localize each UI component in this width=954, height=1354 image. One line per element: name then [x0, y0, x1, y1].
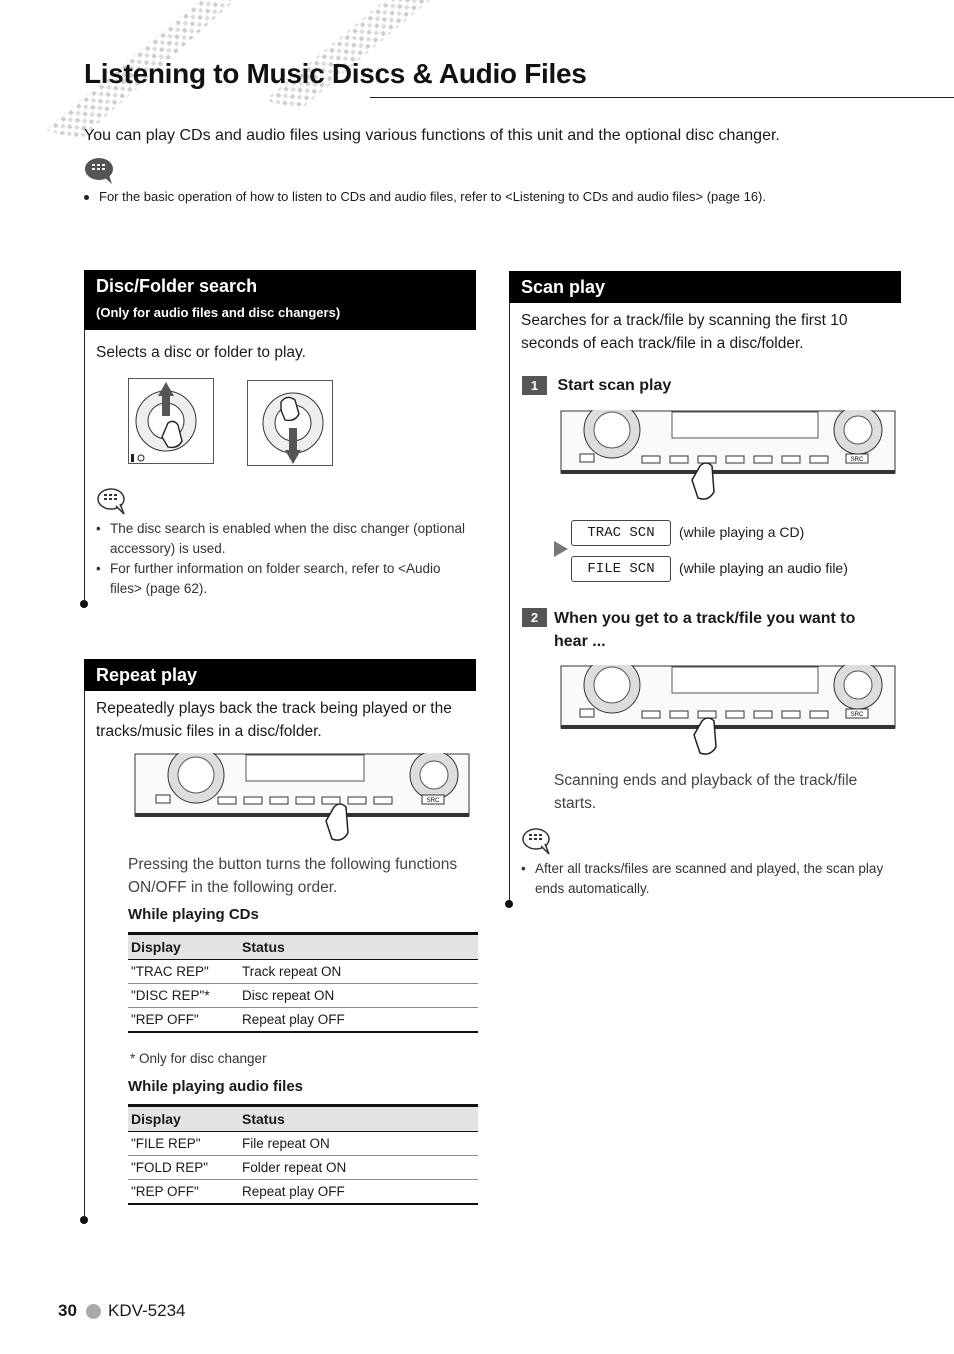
column-header: Display: [128, 934, 239, 960]
repeat-play-heading: Repeat play: [96, 665, 198, 685]
status-cell: Repeat play OFF: [239, 1180, 478, 1205]
table-row: [128, 1156, 478, 1180]
lcd-display-trac-scn: TRAC SCN: [571, 520, 671, 546]
section-end-dot: [80, 600, 88, 608]
display-cell: "REP OFF": [128, 1008, 239, 1033]
status-cell: Folder repeat ON: [239, 1156, 478, 1180]
section-end-dot: [505, 900, 513, 908]
table-row: [128, 1180, 478, 1205]
repeat-play-instruction: Pressing the button turns the following functions ON/OFF in the following order.: [128, 856, 458, 896]
display-caption: (while playing an audio file): [679, 560, 848, 576]
arrow-right-icon: [553, 540, 569, 558]
cd-table-footnote: * Only for disc changer: [130, 1051, 267, 1066]
intro-text: You can play CDs and audio files using various functions of this unit and the optional disc changer.: [84, 127, 780, 144]
note-item: • For further information on folder search, refer to <Audio files> (page 62).: [96, 559, 468, 599]
src-label: SRC: [850, 712, 864, 718]
step-number: 1: [522, 376, 547, 395]
section-end-dot: [80, 1216, 88, 1224]
note-item: • The disc search is enabled when the disc changer (optional accessory) is used.: [96, 519, 468, 559]
display-cell: "TRAC REP": [128, 960, 239, 984]
status-cell: Track repeat ON: [239, 960, 478, 984]
section-rule: [509, 303, 510, 905]
status-cell: Disc repeat ON: [239, 984, 478, 1008]
column-header: Display: [128, 1106, 239, 1132]
table-header-row: [128, 934, 478, 960]
table-row: [128, 984, 478, 1008]
disc-folder-search-notes: [96, 519, 468, 599]
status-cell: Repeat play OFF: [239, 1008, 478, 1033]
repeat-play-description: Repeatedly plays back the track being played or the tracks/music files in a disc/folder.: [96, 700, 452, 740]
page-title: Listening to Music Discs & Audio Files: [84, 58, 587, 89]
display-caption: (while playing a CD): [679, 524, 805, 540]
disc-folder-search-heading: Disc/Folder search: [96, 276, 258, 296]
scan-play-heading: Scan play: [521, 277, 606, 297]
scan-play-notes: [521, 859, 903, 899]
disc-folder-search-subheading: (Only for audio files and disc changers): [96, 305, 341, 320]
note-item: • After all tracks/files are scanned and played, the scan play ends automatically.: [521, 859, 903, 899]
table-row: [128, 1008, 478, 1033]
display-cell: "FILE REP": [128, 1132, 239, 1156]
basic-note-text: For the basic operation of how to listen to CDs and audio files, refer to <Listening to CDs and audio files> (page 16).: [99, 189, 766, 204]
head-unit-repeat-illustration: [134, 753, 470, 845]
step-2: [522, 607, 894, 653]
step-title: When you get to a track/file you want to hear ...: [554, 610, 856, 650]
disc-folder-search-header: [84, 270, 476, 330]
scan-play-description: Searches for a track/file by scanning the first 10 seconds of each track/file in a disc/folder.: [521, 312, 848, 352]
footer-bullet: [86, 1304, 101, 1319]
section-rule: [84, 691, 85, 1221]
table-row: [128, 1132, 478, 1156]
src-label: SRC: [426, 798, 440, 804]
page-number: 30: [58, 1301, 77, 1320]
audio-repeat-table: [128, 1104, 478, 1205]
step-1: [522, 376, 671, 395]
scan-play-header: [509, 271, 901, 303]
table-header-row: [128, 1106, 478, 1132]
repeat-play-header: [84, 659, 476, 691]
table-row: [128, 960, 478, 984]
section-rule: [84, 330, 85, 604]
head-unit-scan-illustration: [560, 410, 896, 502]
disc-folder-search-description: Selects a disc or folder to play.: [96, 344, 306, 361]
display-cell: "DISC REP"*: [128, 984, 239, 1008]
note-icon: [521, 825, 555, 855]
column-header: Status: [239, 934, 478, 960]
title-rule: [370, 97, 954, 98]
column-header: Status: [239, 1106, 478, 1132]
note-icon: [96, 485, 130, 515]
display-cell: "REP OFF": [128, 1180, 239, 1205]
audio-table-title: While playing audio files: [128, 1078, 304, 1095]
status-cell: File repeat ON: [239, 1132, 478, 1156]
control-knob-up-illustration: [128, 378, 214, 464]
step-title: Start scan play: [557, 377, 672, 394]
src-label: SRC: [850, 457, 864, 463]
cd-repeat-table: [128, 932, 478, 1033]
scan-play-result: Scanning ends and playback of the track/file starts.: [554, 772, 858, 812]
model-name: KDV-5234: [108, 1301, 186, 1320]
lcd-display-file-scn: FILE SCN: [571, 556, 671, 582]
control-knob-down-illustration: [247, 380, 333, 466]
basic-operation-note: [84, 189, 766, 204]
step-number: 2: [522, 608, 547, 627]
cd-table-title: While playing CDs: [128, 906, 259, 923]
note-icon: [84, 155, 118, 185]
head-unit-scan-stop-illustration: [560, 665, 896, 757]
display-cell: "FOLD REP": [128, 1156, 239, 1180]
